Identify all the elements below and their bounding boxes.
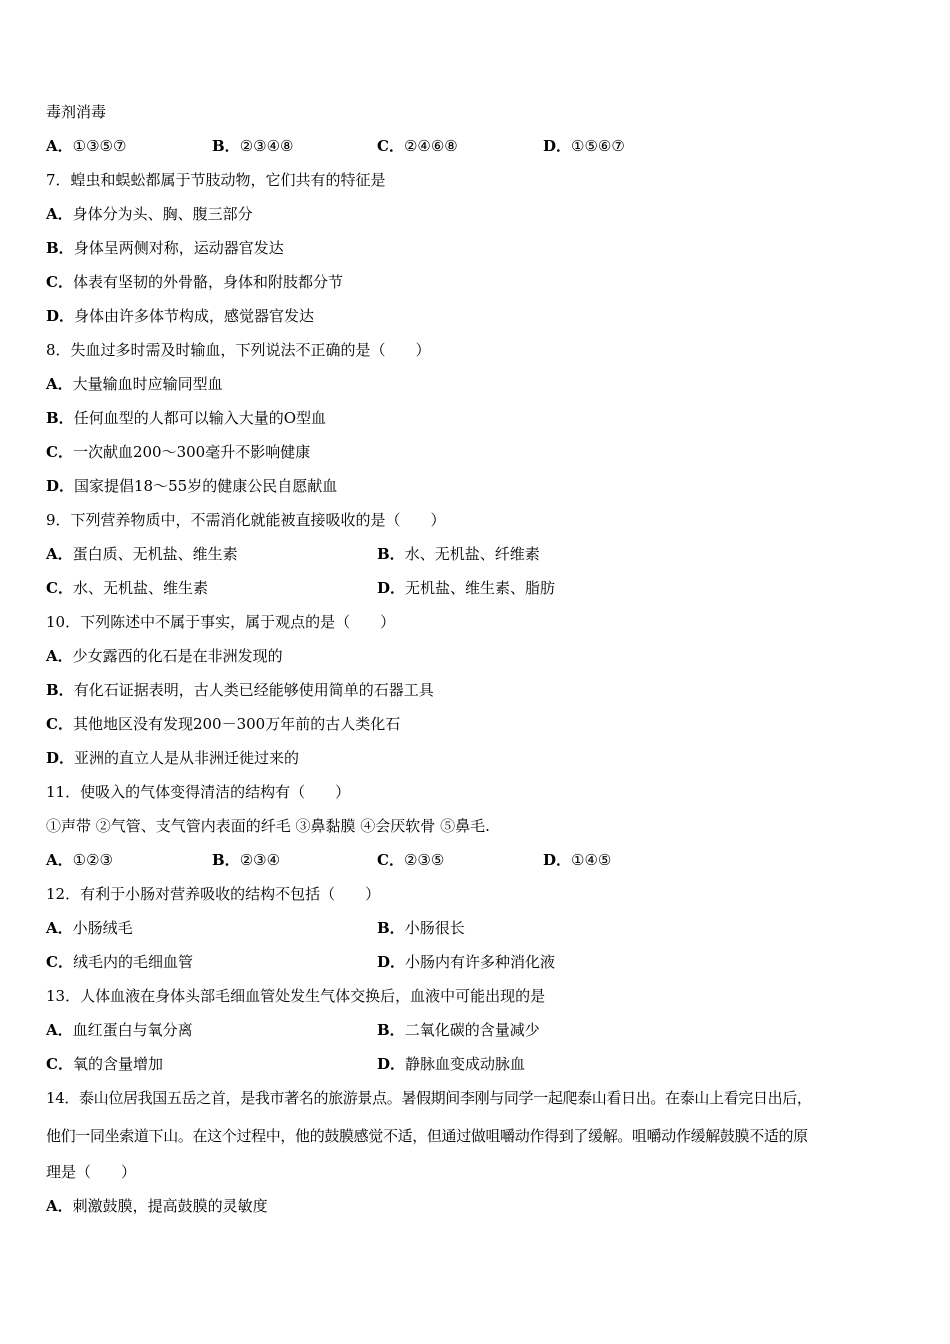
q7-option-d: D．身体由许多体节构成，感觉器官发达	[46, 307, 315, 325]
q11-option-a: A．①②③	[46, 851, 113, 869]
q13-option-d: D．静脉血变成动脉血	[377, 1055, 526, 1073]
q11-option-d: D．①④⑤	[543, 851, 612, 869]
q13-stem: 13．人体血液在身体头部毛细血管处发生气体交换后，血液中可能出现的是	[46, 987, 546, 1005]
q13-option-c: C．氧的含量增加	[46, 1055, 163, 1073]
q9-option-d: D．无机盐、维生素、脂肪	[377, 579, 556, 597]
q11-option-b: B．②③④	[212, 851, 281, 869]
continued-text: 毒剂消毒	[46, 103, 107, 121]
q14-stem-line: 他们一同坐索道下山。在这个过程中，他的鼓膜感觉不适，但通过做咀嚼动作得到了缓解。咀嚼动作缓解鼓膜不适的原	[46, 1127, 808, 1145]
q10-option-d: D．亚洲的直立人是从非洲迁徙过来的	[46, 749, 300, 767]
q14-option-a: A．刺激鼓膜，提高鼓膜的灵敏度	[46, 1197, 268, 1215]
q12-option-a: A．小肠绒毛	[46, 919, 133, 937]
q9-option-a: A．蛋白质、无机盐、维生素	[46, 545, 238, 563]
q12-stem: 12．有利于小肠对营养吸收的结构不包括（ ）	[46, 885, 381, 903]
q14-stem-line: 理是（ ）	[46, 1163, 137, 1181]
q8-stem: 8．失血过多时需及时输血，下列说法不正确的是（ ）	[46, 341, 431, 359]
q10-option-b: B．有化石证据表明，古人类已经能够使用简单的石器工具	[46, 681, 434, 699]
q8-option-a: A．大量输血时应输同型血	[46, 375, 223, 393]
q13-option-b: B．二氧化碳的含量减少	[377, 1021, 540, 1039]
q9-option-c: C．水、无机盐、维生素	[46, 579, 208, 597]
q9-option-b: B．水、无机盐、纤维素	[377, 545, 540, 563]
q12-option-d: D．小肠内有许多种消化液	[377, 953, 556, 971]
q7-option-a: A．身体分为头、胸、腹三部分	[46, 205, 253, 223]
q12-option-b: B．小肠很长	[377, 919, 465, 937]
q14-stem-line: 14．泰山位居我国五岳之首，是我市著名的旅游景点。暑假期间李刚与同学一起爬泰山看日出。在泰山上看完日出后，	[46, 1089, 812, 1107]
q8-option-d: D．国家提倡18～55岁的健康公民自愿献血	[46, 477, 338, 495]
q6-option-c: C．②④⑥⑧	[377, 137, 458, 155]
q13-option-a: A．血红蛋白与氧分离	[46, 1021, 193, 1039]
q6-option-a: A．①③⑤⑦	[46, 137, 127, 155]
q6-option-d: D．①⑤⑥⑦	[543, 137, 625, 155]
q11-option-c: C．②③⑤	[377, 851, 445, 869]
q7-stem: 7．蝗虫和蜈蚣都属于节肢动物，它们共有的特征是	[46, 171, 386, 189]
q12-option-c: C．绒毛内的毛细血管	[46, 953, 193, 971]
q11-stem: 11．使吸入的气体变得清洁的结构有（ ）	[46, 783, 351, 801]
q10-stem: 10．下列陈述中不属于事实，属于观点的是（ ）	[46, 613, 396, 631]
q7-option-b: B．身体呈两侧对称，运动器官发达	[46, 239, 284, 257]
q8-option-c: C．一次献血200～300毫升不影响健康	[46, 443, 311, 461]
q7-option-c: C．体表有坚韧的外骨骼，身体和附肢都分节	[46, 273, 343, 291]
q9-stem: 9．下列营养物质中，不需消化就能被直接吸收的是（ ）	[46, 511, 446, 529]
q8-option-b: B．任何血型的人都可以输入大量的O型血	[46, 409, 326, 427]
q6-option-b: B．②③④⑧	[212, 137, 294, 155]
q11-items: ①声带 ②气管、支气管内表面的纤毛 ③鼻黏膜 ④会厌软骨 ⑤鼻毛.	[46, 817, 490, 835]
q10-option-a: A．少女露西的化石是在非洲发现的	[46, 647, 283, 665]
q10-option-c: C．其他地区没有发现200－300万年前的古人类化石	[46, 715, 401, 733]
